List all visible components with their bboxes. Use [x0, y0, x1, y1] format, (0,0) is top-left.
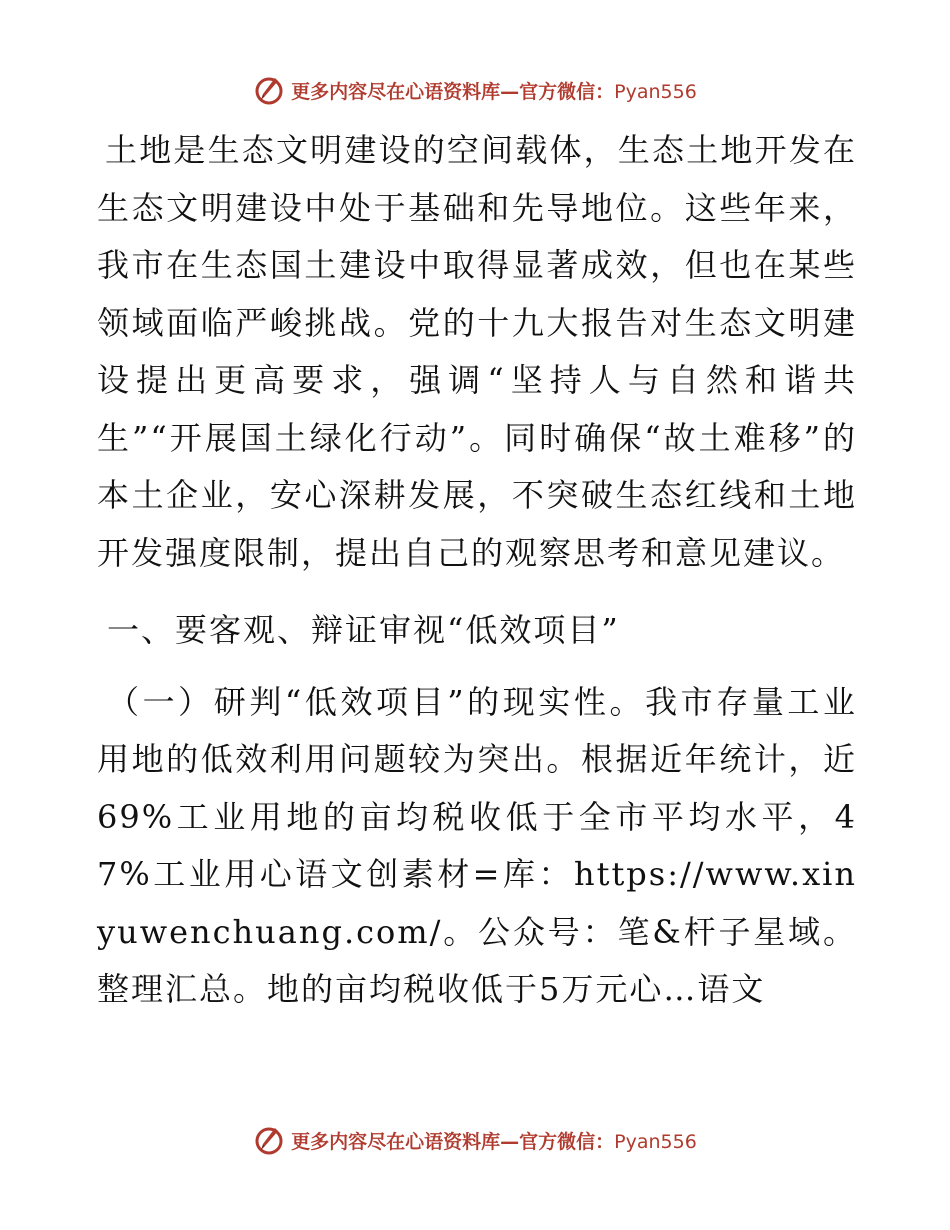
banner-account: Pyan556: [614, 80, 697, 103]
banner-account: Pyan556: [614, 1130, 697, 1153]
section-paragraph: （一）研判“低效项目”的现实性。我市存量工业用地的低效利用问题较为突出。根据近年统计，近69%工业用地的亩均税收低于全市平均水平，47%工业用心语文创素材=库：https://www.xinyuwenchuang.com/。公众号：笔&杆子星域。整理汇总。地的亩均税收低于5万元心…语文: [97, 682, 857, 1008]
quill-circle-logo-icon: [253, 74, 285, 106]
section-heading: 一、要客观、辩证审视“低效项目”: [107, 611, 620, 649]
intro-paragraph: 土地是生态文明建设的空间载体，生态土地开发在生态文明建设中处于基础和先导地位。这些年来，我市在生态国土建设中取得显著成效，但也在某些领域面临严峻挑战。党的十九大报告对生态文明建设提出更高要求，强调“坚持人与自然和谐共生”“开展国土绿化行动”。同时确保“故土难移”的本土企业，安心深耕发展，不突破生态红线和土地开发强度限制，提出自己的观察思考和意见建议。: [97, 131, 857, 572]
banner-text: 更多内容尽在心语资料库—官方微信：Pyan556: [291, 1130, 697, 1153]
footer-banner: [0, 1120, 950, 1160]
quill-circle-logo-icon: [253, 1124, 285, 1156]
document-body: [97, 122, 857, 1019]
header-banner: [0, 70, 950, 110]
banner-text: 更多内容尽在心语资料库—官方微信：Pyan556: [291, 80, 697, 103]
